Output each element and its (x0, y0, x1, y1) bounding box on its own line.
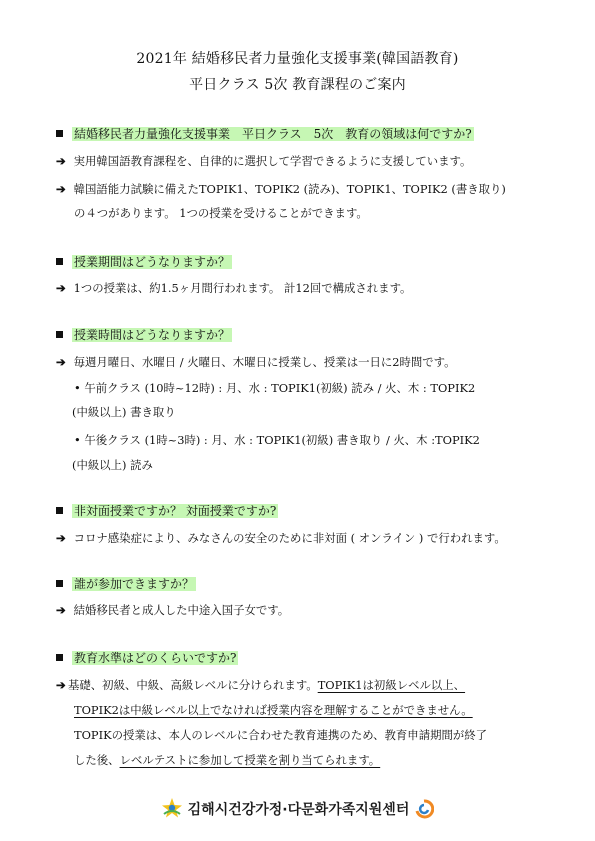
right-arrow-icon: ➔ (56, 603, 66, 617)
right-arrow-icon: ➔ (56, 355, 66, 369)
paragraph-line: ➔ 毎週月曜日、水曜日 / 火曜日、木曜日に授業し、授業は一日に2時間です。 (56, 355, 456, 369)
black-square-bullet-icon (56, 130, 63, 137)
list-item-continuation: (中級以上) 書き取り (72, 405, 176, 419)
paragraph-line: ➔ コロナ感染症により、みなさんの安全のために非対面 ( オンライン ) で行われます。 (56, 531, 506, 545)
list-item-morning-class: • 午前クラス (10時~12時) : 月、水 : TOPIK1(初級) 読み / 火、木 : TOPIK2 (74, 381, 476, 395)
paragraph-line: TOPIK2は中級レベル以上でなければ授業内容を理解することができません。 (74, 703, 473, 717)
swirl-logo-icon (414, 799, 434, 819)
paragraph-line: ➔ 韓国語能力試験に備えたTOPIK1、TOPIK2 (読み)、TOPIK1、TOPIK2 (書き取り) (56, 182, 506, 196)
heading-text: 誰が参加できますか？ (74, 577, 195, 591)
right-arrow-icon: ➔ (56, 531, 66, 545)
section-heading-class-period (56, 254, 232, 270)
paragraph-line: した後、レベルテストに参加して授業を割り当てられます。 (74, 753, 381, 767)
heading-text: 授業時間はどうなりますか？ (74, 328, 231, 342)
right-arrow-icon: ➔ (56, 678, 66, 692)
section-heading-education-level (56, 650, 238, 666)
heading-text: 授業期間はどうなりますか？ (74, 255, 231, 269)
document-subtitle: 平日クラス 5次 教育課程のご案内 (189, 77, 406, 93)
footer-org-name: 김해시건강가정·다문화가족지원센터 (187, 802, 410, 818)
footer-org-logo (0, 797, 595, 819)
star-logo-icon (161, 797, 183, 819)
document-title: 2021年 結婚移民者力量強化支援事業(韓国語教育) (136, 51, 459, 67)
paragraph-line: ➔ 基礎、初級、中級、高級レベルに分けられます。TOPIK1は初級レベル以上、 (56, 678, 466, 692)
black-square-bullet-icon (56, 654, 63, 661)
section-heading-online (56, 503, 278, 519)
heading-text: 教育水準はどのくらいですか? (74, 651, 237, 665)
paragraph-line: TOPIKの授業は、本人のレベルに合わせた教育連携のため、教育申請期間が終了 (74, 728, 488, 742)
right-arrow-icon: ➔ (56, 154, 66, 168)
paragraph-line: ➔ 結婚移民者と成人した中途入国子女です。 (56, 603, 290, 617)
paragraph-line: ➔ 1つの授業は、約1.5ヶ月間行われます。 計12回で構成されます。 (56, 281, 412, 295)
section-heading-eligibility (56, 576, 196, 592)
list-item-afternoon-class: • 午後クラス (1時~3時) : 月、水 : TOPIK1(初級) 書き取り / 火、木 :TOPIK2 (74, 433, 480, 447)
section-heading-class-time (56, 327, 232, 343)
black-square-bullet-icon (56, 331, 63, 338)
paragraph-line: ➔ 実用韓国語教育課程を、自律的に選択して学習できるように支援しています。 (56, 154, 472, 168)
black-square-bullet-icon (56, 580, 63, 587)
list-item-continuation: (中級以上) 読み (72, 458, 153, 472)
heading-text: 結婚移民者力量強化支援事業 平日クラス 5次 教育の領域は何ですか? (74, 127, 472, 141)
black-square-bullet-icon (56, 258, 63, 265)
right-arrow-icon: ➔ (56, 281, 66, 295)
paragraph-line: の４つがあります。 1つの授業を受けることができます。 (74, 206, 368, 220)
black-square-bullet-icon (56, 507, 63, 514)
heading-text: 非対面授業ですか？ 対面授業ですか? (74, 504, 277, 518)
section-heading-education-area (56, 126, 474, 142)
right-arrow-icon: ➔ (56, 182, 66, 196)
